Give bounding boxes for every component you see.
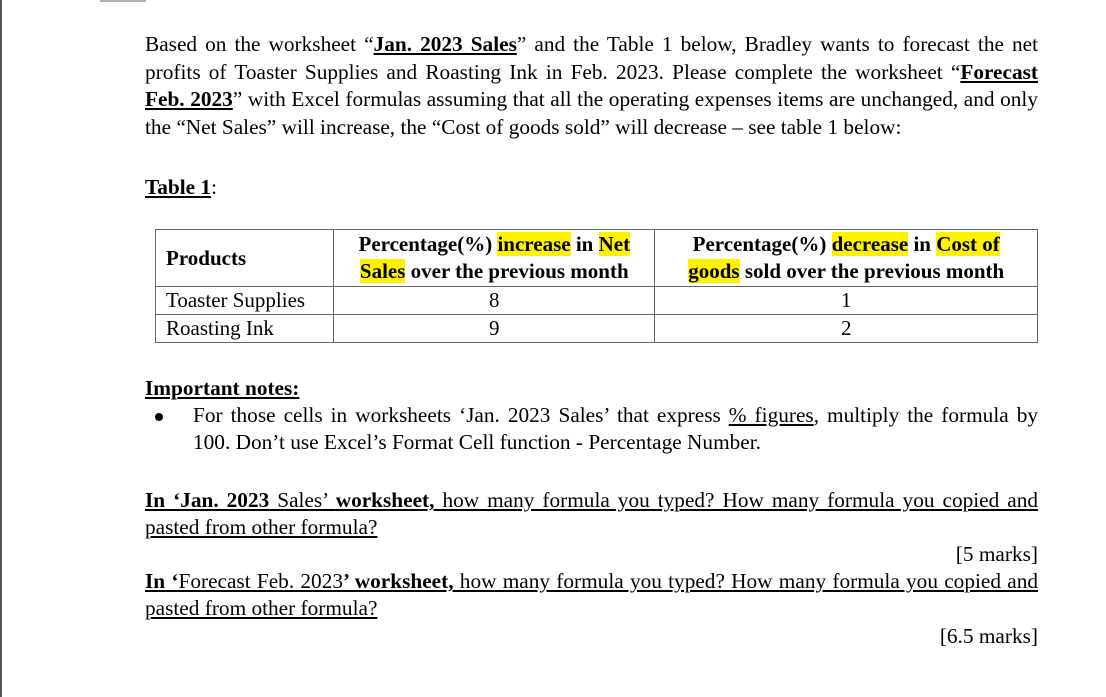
header-text: Percentage(%) (358, 232, 498, 256)
table-caption-suffix: : (211, 175, 218, 199)
table-1 (155, 229, 1038, 343)
q2-plain-a: Forecast Feb. 2023 (178, 569, 343, 593)
page-top-tab (100, 0, 146, 2)
question-2 (145, 568, 1038, 622)
highlight-sales: Sales (359, 259, 406, 283)
header-text: in (570, 232, 599, 256)
table-row (156, 315, 1038, 343)
cell-cogs-decrease: 2 (655, 315, 1038, 343)
table-row (156, 287, 1038, 315)
q1-bold-b: worksheet, (335, 488, 435, 512)
q1-bold-a: In ‘Jan. 2023 (145, 488, 270, 512)
intro-paragraph (145, 31, 1038, 141)
highlight-cost-of: Cost of (936, 232, 1000, 256)
table-header-row (156, 230, 1038, 287)
cell-net-sales-increase: 9 (334, 315, 655, 343)
notes-bullet (145, 402, 1038, 456)
header-text: sold over the previous month (739, 259, 1005, 283)
bullet-text-1: For those cells in worksheets ‘Jan. 2023 Sales’ that express (193, 403, 729, 427)
document-page (145, 31, 1039, 648)
q2-bold-b: ’ worksheet, (343, 569, 454, 593)
question-1 (145, 487, 1038, 541)
header-text: over the previous month (405, 259, 629, 283)
worksheet-name-jan: Jan. 2023 Sales (373, 32, 517, 56)
header-text: in (908, 232, 937, 256)
cell-cogs-decrease: 1 (655, 287, 1038, 315)
table-caption (145, 174, 1038, 201)
q1-plain-b: how many formula you typed? How many formula you copied and pasted from other formula? (145, 488, 1038, 539)
cell-product: Toaster Supplies (156, 287, 334, 315)
table-caption-label: Table 1 (145, 175, 212, 199)
header-cogs-decrease (655, 230, 1038, 287)
q2-bold-a: In ‘ (145, 569, 179, 593)
cell-product: Roasting Ink (156, 315, 334, 343)
bullet-dot-icon (155, 413, 163, 421)
page-left-edge (0, 0, 2, 697)
q1-plain-a: Sales’ (269, 488, 336, 512)
bullet-percent-figures: % figures (728, 403, 814, 427)
q2-plain-b: how many formula you typed? How many formula you copied and pasted from other formula? (145, 569, 1038, 620)
cell-net-sales-increase: 8 (334, 287, 655, 315)
intro-text-2: ” and the Table 1 below, Bradley wants to forecast the net profits of Toaster Supplies and Roasting Ink in Feb. 2023. Please complete the worksheet “ (145, 32, 1038, 84)
header-net-sales-increase (334, 230, 655, 287)
header-products: Products (156, 230, 334, 287)
q1-marks: [5 marks] (955, 542, 1038, 566)
highlight-net: Net (598, 232, 631, 256)
header-text: Percentage(%) (692, 232, 832, 256)
worksheet-name-forecast: Forecast Feb. 2023 (145, 59, 1038, 111)
highlight-increase: increase (497, 232, 571, 256)
important-notes (145, 375, 1038, 456)
q2-marks: [6.5 marks] (939, 624, 1038, 648)
intro-text-3: ” with Excel formulas assuming that all the operating expenses items are unchanged, and only the “Net Sales” will increase, the “Cost of goods sold” will decrease – see table 1 below: (145, 87, 1038, 139)
highlight-decrease: decrease (831, 232, 909, 256)
intro-text-1: Based on the worksheet “ (145, 32, 374, 56)
highlight-goods: goods (688, 259, 740, 283)
bullet-text-2: , multiply the formula by 100. Don’t use Excel’s Format Cell function - Percentage Number. (193, 403, 1039, 454)
notes-title: Important notes: (145, 376, 300, 400)
